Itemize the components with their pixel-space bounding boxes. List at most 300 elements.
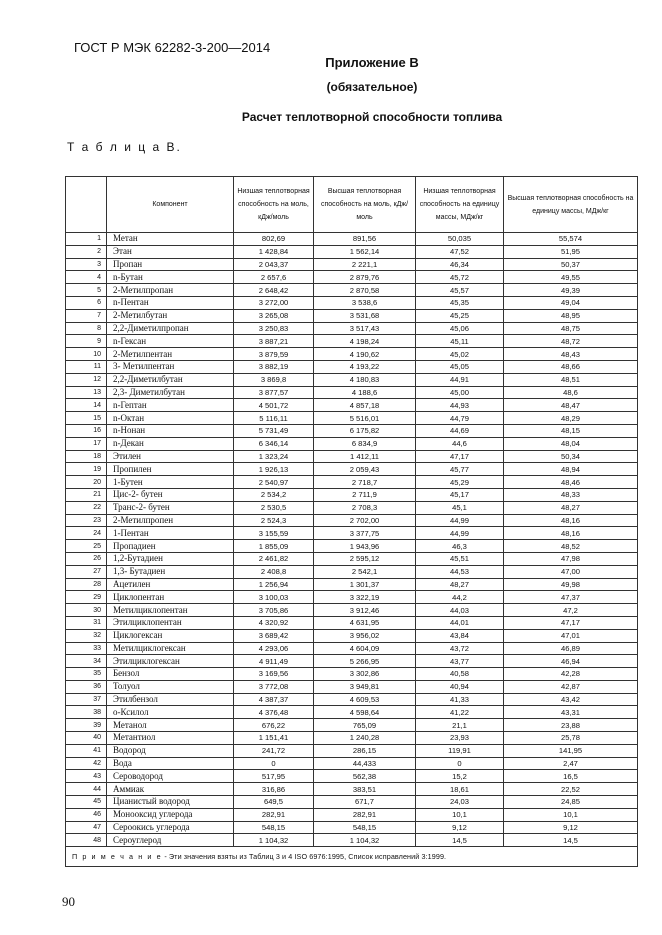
hhv-mass-value: 49,55 [504, 271, 638, 284]
row-index: 43 [66, 770, 107, 783]
lhv-mass-value: 50,035 [416, 233, 504, 246]
row-index: 9 [66, 335, 107, 348]
table-row [66, 821, 638, 834]
hhv-mass-value: 46,89 [504, 642, 638, 655]
hhv-mol-value: 5 516,01 [314, 412, 416, 425]
hhv-mass-value: 49,98 [504, 578, 638, 591]
hhv-mol-value: 4 188,6 [314, 386, 416, 399]
component-name: Пропилен [107, 463, 234, 476]
lhv-mol-value: 4 320,92 [234, 616, 314, 629]
lhv-mol-value: 241,72 [234, 744, 314, 757]
row-index: 15 [66, 412, 107, 425]
table-row [66, 437, 638, 450]
hhv-mol-value: 2 702,00 [314, 514, 416, 527]
hhv-mol-value: 4 598,64 [314, 706, 416, 719]
hhv-mass-value: 50,37 [504, 258, 638, 271]
page-number: 90 [62, 894, 75, 909]
hhv-mol-value: 548,15 [314, 821, 416, 834]
hhv-mol-value: 3 322,19 [314, 591, 416, 604]
lhv-mol-value: 3 772,08 [234, 680, 314, 693]
hhv-mass-value: 48,47 [504, 399, 638, 412]
component-name: Циклопентан [107, 591, 234, 604]
lhv-mol-value: 2 540,97 [234, 476, 314, 489]
lhv-mol-value: 1 151,41 [234, 732, 314, 745]
table-row [66, 591, 638, 604]
hhv-mass-value: 16,5 [504, 770, 638, 783]
lhv-mol-value: 2 657,6 [234, 271, 314, 284]
table-row [66, 616, 638, 629]
lhv-mass-value: 9,12 [416, 821, 504, 834]
lhv-mass-value: 45,17 [416, 488, 504, 501]
lhv-mol-value: 1 323,24 [234, 450, 314, 463]
component-name: Метилциклопентан [107, 604, 234, 617]
lhv-mass-value: 45,29 [416, 476, 504, 489]
lhv-mass-value: 44,53 [416, 565, 504, 578]
note-text: - Эти значения взяты из Таблиц 3 и 4 ISO 6976:1995, Список исправлений 3:1999. [162, 852, 447, 862]
row-index: 25 [66, 540, 107, 553]
lhv-mass-value: 45,05 [416, 360, 504, 373]
table-row [66, 348, 638, 361]
col-header-hhv-mol: Высшая теплотворная способность на моль, кДж/моль [314, 177, 416, 233]
table-row [66, 668, 638, 681]
hhv-mol-value: 3 302,86 [314, 668, 416, 681]
lhv-mol-value: 3 265,08 [234, 309, 314, 322]
table-row [66, 514, 638, 527]
lhv-mol-value: 2 648,42 [234, 284, 314, 297]
table-note [66, 847, 638, 867]
hhv-mol-value: 2 718,7 [314, 476, 416, 489]
lhv-mol-value: 1 256,94 [234, 578, 314, 591]
row-index: 40 [66, 732, 107, 745]
hhv-mass-value: 48,52 [504, 540, 638, 553]
lhv-mol-value: 3 869,8 [234, 373, 314, 386]
lhv-mass-value: 44,79 [416, 412, 504, 425]
component-name: Сероокись углерода [107, 821, 234, 834]
lhv-mass-value: 45,00 [416, 386, 504, 399]
row-index: 41 [66, 744, 107, 757]
component-name: 1-Бутен [107, 476, 234, 489]
row-index: 36 [66, 680, 107, 693]
row-index: 19 [66, 463, 107, 476]
table-row [66, 604, 638, 617]
lhv-mol-value: 1 428,84 [234, 245, 314, 258]
lhv-mol-value: 802,69 [234, 233, 314, 246]
lhv-mol-value: 4 293,06 [234, 642, 314, 655]
hhv-mol-value: 4 190,62 [314, 348, 416, 361]
lhv-mass-value: 24,03 [416, 796, 504, 809]
row-index: 12 [66, 373, 107, 386]
lhv-mol-value: 3 169,56 [234, 668, 314, 681]
lhv-mass-value: 45,02 [416, 348, 504, 361]
row-index: 42 [66, 757, 107, 770]
hhv-mass-value: 48,16 [504, 514, 638, 527]
lhv-mol-value: 4 501,72 [234, 399, 314, 412]
table-row [66, 642, 638, 655]
row-index: 8 [66, 322, 107, 335]
hhv-mass-value: 48,51 [504, 373, 638, 386]
hhv-mol-value: 562,38 [314, 770, 416, 783]
component-name: 3- Метилпентан [107, 360, 234, 373]
row-index: 4 [66, 271, 107, 284]
hhv-mass-value: 42,28 [504, 668, 638, 681]
lhv-mass-value: 44,91 [416, 373, 504, 386]
hhv-mass-value: 48,15 [504, 424, 638, 437]
component-name: n-Гексан [107, 335, 234, 348]
table-row [66, 399, 638, 412]
hhv-mol-value: 2 221,1 [314, 258, 416, 271]
lhv-mol-value: 3 100,03 [234, 591, 314, 604]
lhv-mass-value: 44,2 [416, 591, 504, 604]
component-name: Метантиол [107, 732, 234, 745]
lhv-mol-value: 1 104,32 [234, 834, 314, 847]
table-row [66, 565, 638, 578]
row-index: 18 [66, 450, 107, 463]
table-row [66, 527, 638, 540]
table-row [66, 706, 638, 719]
note-label: П р и м е ч а н и е [72, 852, 163, 862]
lhv-mol-value: 517,95 [234, 770, 314, 783]
hhv-mol-value: 2 595,12 [314, 552, 416, 565]
hhv-mass-value: 46,94 [504, 655, 638, 668]
lhv-mass-value: 46,34 [416, 258, 504, 271]
lhv-mass-value: 45,35 [416, 296, 504, 309]
lhv-mass-value: 43,77 [416, 655, 504, 668]
hhv-mol-value: 2 059,43 [314, 463, 416, 476]
lhv-mass-value: 44,03 [416, 604, 504, 617]
hhv-mol-value: 3 538,6 [314, 296, 416, 309]
hhv-mol-value: 3 377,75 [314, 527, 416, 540]
component-name: Пропадиен [107, 540, 234, 553]
hhv-mass-value: 48,27 [504, 501, 638, 514]
lhv-mol-value: 6 346,14 [234, 437, 314, 450]
row-index: 17 [66, 437, 107, 450]
component-name: Этан [107, 245, 234, 258]
lhv-mass-value: 18,61 [416, 783, 504, 796]
lhv-mass-value: 15,2 [416, 770, 504, 783]
hhv-mass-value: 48,95 [504, 309, 638, 322]
hhv-mol-value: 4 180,83 [314, 373, 416, 386]
lhv-mass-value: 43,84 [416, 629, 504, 642]
row-index: 45 [66, 796, 107, 809]
component-name: n-Гептан [107, 399, 234, 412]
component-name: Аммиак [107, 783, 234, 796]
col-header-component: Компонент [107, 177, 234, 233]
component-name: 2,3- Диметилбутан [107, 386, 234, 399]
table-row [66, 796, 638, 809]
hhv-mol-value: 2 542,1 [314, 565, 416, 578]
row-index: 31 [66, 616, 107, 629]
hhv-mass-value: 48,66 [504, 360, 638, 373]
table-row [66, 783, 638, 796]
lhv-mol-value: 282,91 [234, 808, 314, 821]
lhv-mass-value: 0 [416, 757, 504, 770]
standard-designation: ГОСТ Р МЭК 62282-3-200—2014 [74, 40, 271, 55]
hhv-mass-value: 48,29 [504, 412, 638, 425]
lhv-mass-value: 45,06 [416, 322, 504, 335]
component-name: Метанол [107, 719, 234, 732]
hhv-mass-value: 43,31 [504, 706, 638, 719]
row-index: 11 [66, 360, 107, 373]
hhv-mol-value: 383,51 [314, 783, 416, 796]
component-name: 2,2-Диметилпропан [107, 322, 234, 335]
row-index: 13 [66, 386, 107, 399]
lhv-mass-value: 45,57 [416, 284, 504, 297]
lhv-mol-value: 2 524,3 [234, 514, 314, 527]
section-title: Расчет теплотворной способности топлива [241, 110, 503, 124]
lhv-mol-value: 3 272,00 [234, 296, 314, 309]
table-row [66, 476, 638, 489]
lhv-mass-value: 41,22 [416, 706, 504, 719]
row-index: 21 [66, 488, 107, 501]
hhv-mol-value: 1 412,11 [314, 450, 416, 463]
hhv-mol-value: 1 104,32 [314, 834, 416, 847]
lhv-mol-value: 548,15 [234, 821, 314, 834]
lhv-mass-value: 23,93 [416, 732, 504, 745]
hhv-mol-value: 2 879,76 [314, 271, 416, 284]
row-index: 39 [66, 719, 107, 732]
hhv-mol-value: 4 198,24 [314, 335, 416, 348]
hhv-mass-value: 14,5 [504, 834, 638, 847]
component-name: n-Декан [107, 437, 234, 450]
component-name: Цис-2- бутен [107, 488, 234, 501]
hhv-mass-value: 48,04 [504, 437, 638, 450]
hhv-mass-value: 2,47 [504, 757, 638, 770]
hhv-mass-value: 42,87 [504, 680, 638, 693]
hhv-mol-value: 4 857,18 [314, 399, 416, 412]
lhv-mass-value: 46,3 [416, 540, 504, 553]
hhv-mass-value: 48,43 [504, 348, 638, 361]
hhv-mass-value: 47,2 [504, 604, 638, 617]
lhv-mol-value: 2 043,37 [234, 258, 314, 271]
lhv-mol-value: 1 926,13 [234, 463, 314, 476]
lhv-mol-value: 3 689,42 [234, 629, 314, 642]
component-name: Транс-2- бутен [107, 501, 234, 514]
component-name: Этилен [107, 450, 234, 463]
row-index: 30 [66, 604, 107, 617]
hhv-mol-value: 765,09 [314, 719, 416, 732]
hhv-mol-value: 1 240,28 [314, 732, 416, 745]
table-row [66, 552, 638, 565]
hhv-mass-value: 47,00 [504, 565, 638, 578]
row-index: 28 [66, 578, 107, 591]
hhv-mass-value: 48,75 [504, 322, 638, 335]
hhv-mol-value: 282,91 [314, 808, 416, 821]
component-name: Ацетилен [107, 578, 234, 591]
table-row [66, 322, 638, 335]
table-row [66, 732, 638, 745]
lhv-mol-value: 5 731,49 [234, 424, 314, 437]
hhv-mol-value: 891,56 [314, 233, 416, 246]
component-name: Вода [107, 757, 234, 770]
lhv-mol-value: 4 387,37 [234, 693, 314, 706]
lhv-mol-value: 3 877,57 [234, 386, 314, 399]
hhv-mol-value: 3 949,81 [314, 680, 416, 693]
row-index: 44 [66, 783, 107, 796]
table-row [66, 693, 638, 706]
appendix-title: Приложение В [325, 55, 419, 70]
lhv-mol-value: 0 [234, 757, 314, 770]
table-row [66, 245, 638, 258]
row-index: 6 [66, 296, 107, 309]
component-name: Пропан [107, 258, 234, 271]
hhv-mass-value: 9,12 [504, 821, 638, 834]
lhv-mol-value: 1 855,09 [234, 540, 314, 553]
component-name: n-Октан [107, 412, 234, 425]
hhv-mass-value: 47,17 [504, 616, 638, 629]
lhv-mol-value: 4 376,48 [234, 706, 314, 719]
lhv-mass-value: 47,52 [416, 245, 504, 258]
lhv-mol-value: 2 461,82 [234, 552, 314, 565]
table-row [66, 655, 638, 668]
row-index: 16 [66, 424, 107, 437]
table-row [66, 386, 638, 399]
hhv-mass-value: 50,34 [504, 450, 638, 463]
hhv-mol-value: 2 870,58 [314, 284, 416, 297]
component-name: Водород [107, 744, 234, 757]
hhv-mass-value: 22,52 [504, 783, 638, 796]
table-row [66, 373, 638, 386]
hhv-mass-value: 48,46 [504, 476, 638, 489]
hhv-mol-value: 5 266,95 [314, 655, 416, 668]
hhv-mol-value: 3 531,68 [314, 309, 416, 322]
component-name: Монооксид углерода [107, 808, 234, 821]
row-index: 14 [66, 399, 107, 412]
hhv-mass-value: 10,1 [504, 808, 638, 821]
table-row [66, 271, 638, 284]
lhv-mass-value: 45,72 [416, 271, 504, 284]
hhv-mass-value: 48,72 [504, 335, 638, 348]
row-index: 27 [66, 565, 107, 578]
lhv-mass-value: 10,1 [416, 808, 504, 821]
table-row [66, 412, 638, 425]
lhv-mass-value: 41,33 [416, 693, 504, 706]
lhv-mol-value: 2 530,5 [234, 501, 314, 514]
component-name: 1-Пентан [107, 527, 234, 540]
table-row [66, 309, 638, 322]
col-header-lhv-mass: Низшая теплотворная способность на единицу массы, МДж/кг [416, 177, 504, 233]
lhv-mass-value: 44,93 [416, 399, 504, 412]
table-row [66, 808, 638, 821]
hhv-mass-value: 48,33 [504, 488, 638, 501]
hhv-mol-value: 1 301,37 [314, 578, 416, 591]
table-row [66, 540, 638, 553]
hhv-mol-value: 3 912,46 [314, 604, 416, 617]
lhv-mass-value: 44,01 [416, 616, 504, 629]
hhv-mol-value: 4 604,09 [314, 642, 416, 655]
row-index: 34 [66, 655, 107, 668]
component-name: 1,2-Бутадиен [107, 552, 234, 565]
row-index: 3 [66, 258, 107, 271]
hhv-mass-value: 48,94 [504, 463, 638, 476]
component-name: 2-Метилпропан [107, 284, 234, 297]
table-row [66, 770, 638, 783]
component-name: о-Ксилол [107, 706, 234, 719]
component-name: Толуол [107, 680, 234, 693]
hhv-mass-value: 55,574 [504, 233, 638, 246]
lhv-mass-value: 45,51 [416, 552, 504, 565]
row-index: 10 [66, 348, 107, 361]
table-row [66, 424, 638, 437]
hhv-mol-value: 2 708,3 [314, 501, 416, 514]
component-name: Этилциклопентан [107, 616, 234, 629]
lhv-mass-value: 119,91 [416, 744, 504, 757]
row-index: 2 [66, 245, 107, 258]
row-index: 47 [66, 821, 107, 834]
hhv-mass-value: 24,85 [504, 796, 638, 809]
component-name: n-Пентан [107, 296, 234, 309]
table-row [66, 488, 638, 501]
hhv-mol-value: 4 193,22 [314, 360, 416, 373]
hhv-mol-value: 286,15 [314, 744, 416, 757]
hhv-mass-value: 141,95 [504, 744, 638, 757]
hhv-mol-value: 3 956,02 [314, 629, 416, 642]
table-row [66, 450, 638, 463]
table-row [66, 629, 638, 642]
row-index: 7 [66, 309, 107, 322]
lhv-mass-value: 44,69 [416, 424, 504, 437]
table-row [66, 719, 638, 732]
lhv-mol-value: 3 887,21 [234, 335, 314, 348]
lhv-mass-value: 40,94 [416, 680, 504, 693]
table-row [66, 284, 638, 297]
hhv-mass-value: 47,37 [504, 591, 638, 604]
row-index: 46 [66, 808, 107, 821]
lhv-mol-value: 316,86 [234, 783, 314, 796]
lhv-mol-value: 2 534,2 [234, 488, 314, 501]
table-row [66, 501, 638, 514]
hhv-mol-value: 3 517,43 [314, 322, 416, 335]
table-note-row [66, 847, 638, 867]
lhv-mol-value: 3 879,59 [234, 348, 314, 361]
hhv-mass-value: 49,39 [504, 284, 638, 297]
lhv-mass-value: 43,72 [416, 642, 504, 655]
row-index: 23 [66, 514, 107, 527]
hhv-mol-value: 1 562,14 [314, 245, 416, 258]
row-index: 24 [66, 527, 107, 540]
hhv-mass-value: 48,16 [504, 527, 638, 540]
component-name: n-Нонан [107, 424, 234, 437]
lhv-mol-value: 3 155,59 [234, 527, 314, 540]
component-name: Этилциклогексан [107, 655, 234, 668]
component-name: Метан [107, 233, 234, 246]
row-index: 48 [66, 834, 107, 847]
row-index: 32 [66, 629, 107, 642]
table-row [66, 680, 638, 693]
lhv-mass-value: 45,11 [416, 335, 504, 348]
hhv-mol-value: 2 711,9 [314, 488, 416, 501]
hhv-mass-value: 47,01 [504, 629, 638, 642]
component-name: 2-Метилпропен [107, 514, 234, 527]
lhv-mol-value: 3 705,86 [234, 604, 314, 617]
hhv-mol-value: 1 943,96 [314, 540, 416, 553]
component-name: Бензол [107, 668, 234, 681]
lhv-mass-value: 44,99 [416, 514, 504, 527]
hhv-mol-value: 44,433 [314, 757, 416, 770]
component-name: Сероуглерод [107, 834, 234, 847]
lhv-mol-value: 3 882,19 [234, 360, 314, 373]
lhv-mass-value: 45,1 [416, 501, 504, 514]
component-name: Сероводород [107, 770, 234, 783]
lhv-mol-value: 4 911,49 [234, 655, 314, 668]
table-row [66, 834, 638, 847]
table-row [66, 744, 638, 757]
hhv-mol-value: 6 834,9 [314, 437, 416, 450]
hhv-mass-value: 48,6 [504, 386, 638, 399]
component-name: Цианистый водород [107, 796, 234, 809]
component-name: Этилбензол [107, 693, 234, 706]
hhv-mol-value: 4 631,95 [314, 616, 416, 629]
component-name: 2-Метилбутан [107, 309, 234, 322]
